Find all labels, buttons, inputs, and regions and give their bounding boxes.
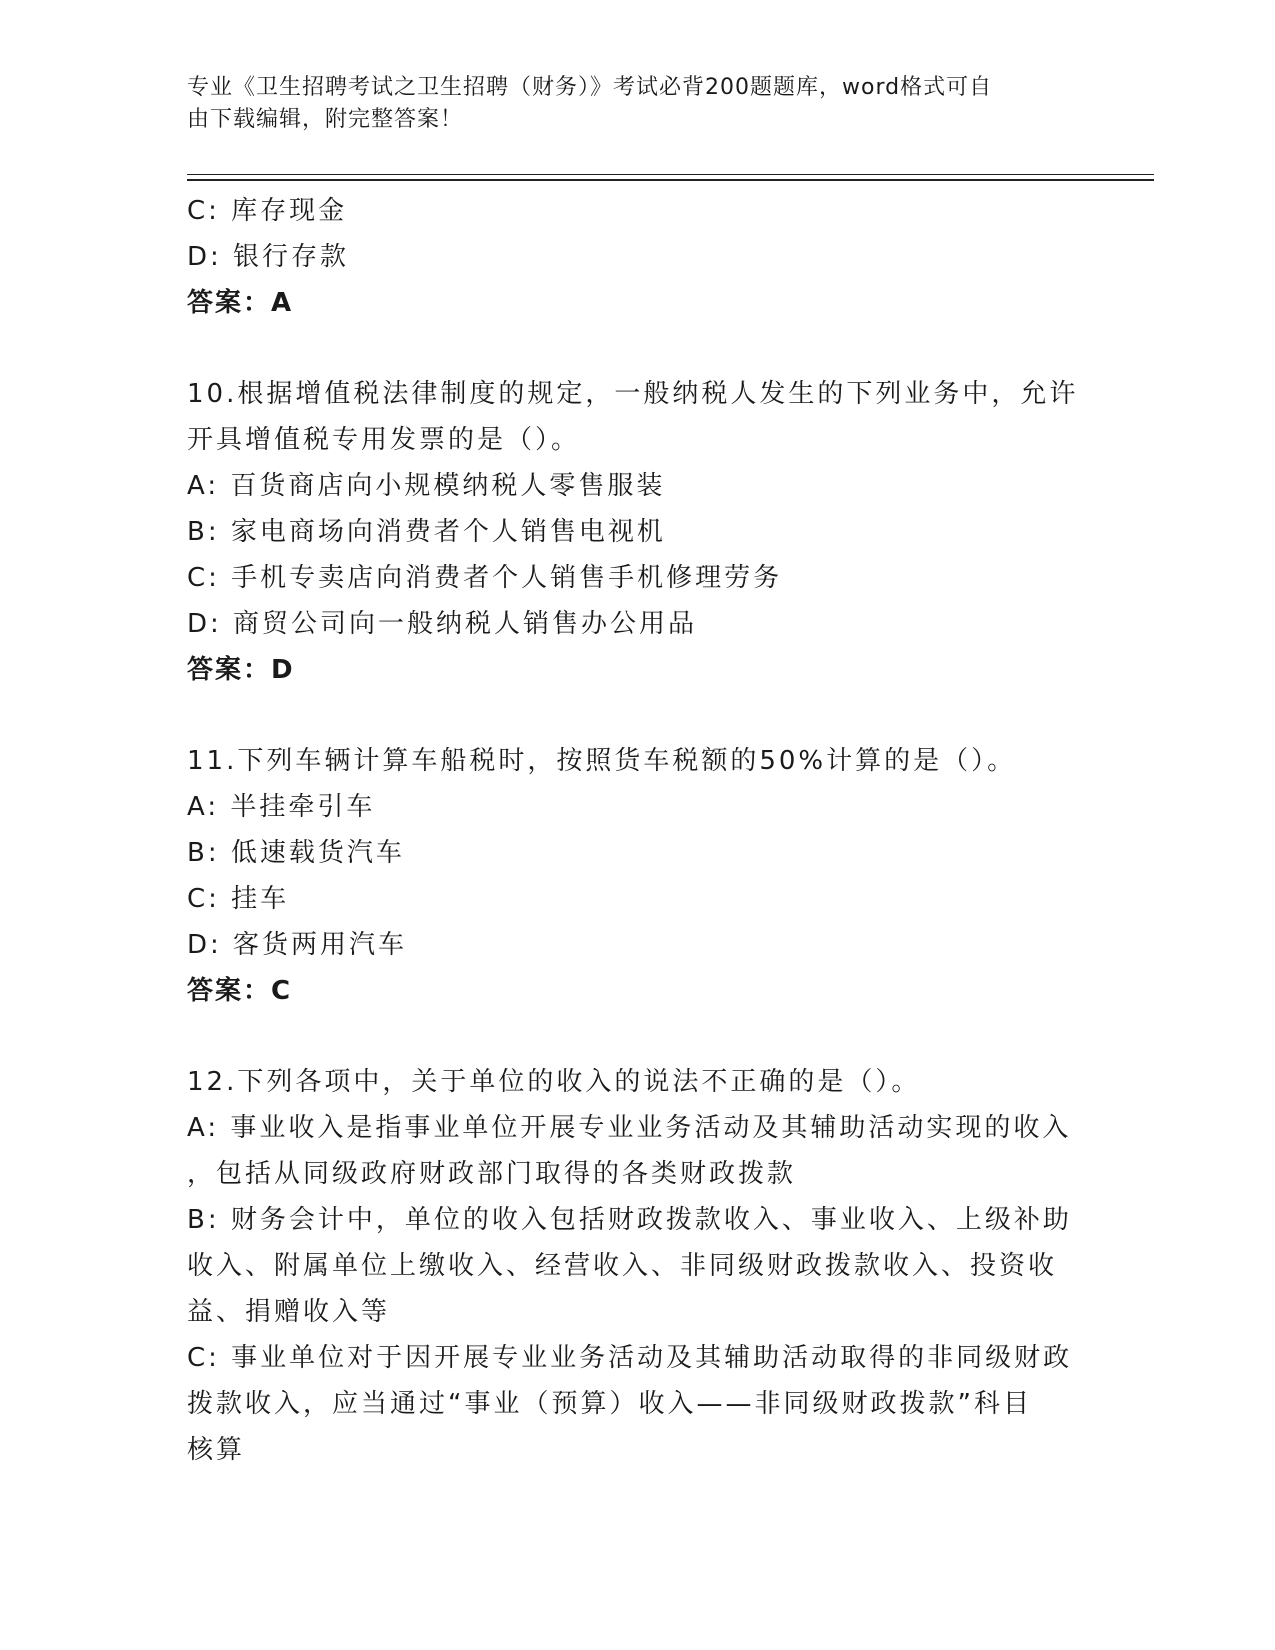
question-12 — [187, 1059, 1087, 1473]
option-a: A: 半挂牵引车 — [187, 792, 376, 822]
option-b-continued: 收入、附属单位上缴收入、经营收入、非同级财政拨款收入、投资收 — [187, 1251, 1058, 1281]
answer-line: 答案：A — [187, 288, 294, 318]
option-b-continued: 益、捐赠收入等 — [187, 1297, 391, 1327]
option-c-continued: 拨款收入，应当通过“事业（预算）收入——非同级财政拨款”科目 — [187, 1389, 1032, 1419]
header-rule-bottom — [187, 179, 1154, 181]
question-11 — [187, 738, 1087, 1014]
option-a: A: 事业收入是指事业单位开展专业业务活动及其辅助活动实现的收入 — [187, 1113, 1072, 1143]
spacer — [187, 693, 1087, 738]
spacer — [187, 326, 1087, 371]
option-a: A: 百货商店向小规模纳税人零售服装 — [187, 471, 666, 501]
spacer — [187, 1014, 1087, 1059]
option-b: B: 财务会计中，单位的收入包括财政拨款收入、事业收入、上级补助 — [187, 1205, 1072, 1235]
question-10 — [187, 371, 1087, 693]
question-stem-continued: 开具增值税专用发票的是（）。 — [187, 425, 581, 455]
answer-line: 答案：D — [187, 655, 295, 685]
option-c: C: 事业单位对于因开展专业业务活动及其辅助活动取得的非同级财政 — [187, 1343, 1073, 1373]
header-line-2: 由下载编辑，附完整答案！ — [187, 107, 464, 132]
answer-line: 答案：C — [187, 976, 293, 1006]
option-b: B: 家电商场向消费者个人销售电视机 — [187, 517, 666, 547]
question-stem: 10.根据增值税法律制度的规定，一般纳税人发生的下列业务中，允许 — [187, 379, 1079, 409]
option-d: D: 银行存款 — [187, 242, 350, 272]
option-c: C: 库存现金 — [187, 196, 348, 226]
option-c: C: 挂车 — [187, 884, 290, 914]
question-stem: 12.下列各项中，关于单位的收入的说法不正确的是（）。 — [187, 1067, 921, 1097]
option-c: C: 手机专卖店向消费者个人销售手机修理劳务 — [187, 563, 783, 593]
header-rule-top — [187, 174, 1154, 175]
question-stem: 11.下列车辆计算车船税时，按照货车税额的50%计算的是（）。 — [187, 746, 1017, 776]
option-c-continued: 核算 — [187, 1435, 246, 1465]
document-header — [187, 72, 1067, 136]
document-body — [187, 188, 1087, 1473]
previous-question-tail — [187, 188, 1087, 326]
option-a-continued: ，包括从同级政府财政部门取得的各类财政拨款 — [187, 1159, 797, 1189]
option-b: B: 低速载货汽车 — [187, 838, 405, 868]
header-line-1: 专业《卫生招聘考试之卫生招聘（财务）》考试必背200题题库，word格式可自 — [187, 75, 993, 100]
option-d: D: 客货两用汽车 — [187, 930, 408, 960]
option-d: D: 商贸公司向一般纳税人销售办公用品 — [187, 609, 698, 639]
